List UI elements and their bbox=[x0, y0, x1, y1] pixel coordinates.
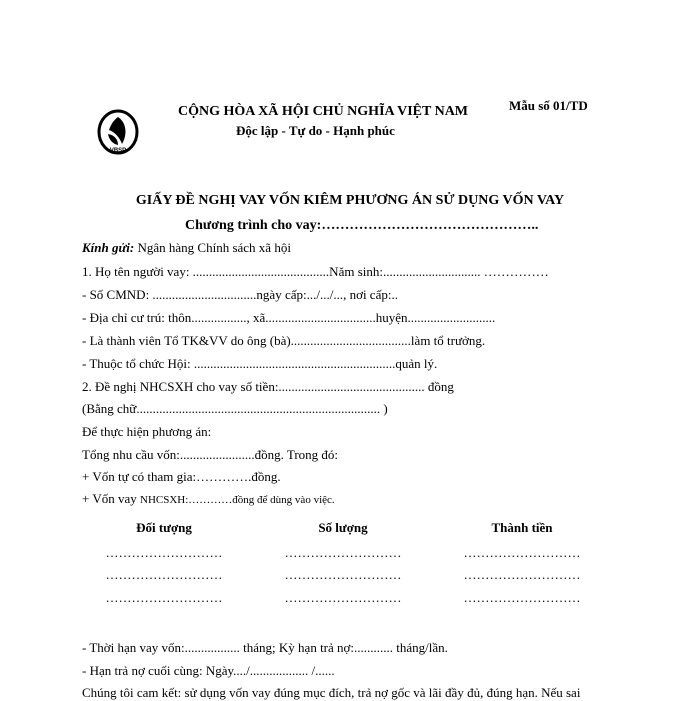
table-cell: ……………………… bbox=[284, 567, 402, 582]
motto: Độc lập - Tự do - Hạnh phúc bbox=[236, 123, 395, 138]
association-line: - Thuộc tổ chức Hội: ..............................................................quản lý. bbox=[82, 356, 438, 371]
residence-line: - Địa chỉ cư trú: thôn................., xã..................................huyện........................... bbox=[82, 310, 496, 325]
loan-capital-prefix: + Vốn vay bbox=[82, 491, 141, 506]
total-capital-line: Tổng nhu cầu vốn:.......................đồng. Trong đó: bbox=[82, 447, 339, 462]
table-cell: ……………………… bbox=[463, 590, 581, 605]
loan-amount-line: 2. Đề nghị NHCSXH cho vay số tiền:............................................. đồng bbox=[82, 379, 454, 394]
table-cell: ……………………… bbox=[105, 545, 223, 560]
final-repayment-line: - Hạn trả nợ cuối cùng: Ngày..../.................. /...... bbox=[82, 663, 335, 678]
addressee-value: Ngân hàng Chính sách xã hội bbox=[134, 240, 291, 255]
group-member-line: - Là thành viên Tổ TK&VV do ông (bà).....................................làm tổ trưởng. bbox=[82, 333, 486, 348]
commitment-line: Chúng tôi cam kết: sử dụng vốn vay đúng mục đích, trả nợ gốc và lãi đầy đủ, đúng hạn. Nếu sai bbox=[82, 685, 581, 700]
addressee-line bbox=[82, 240, 291, 256]
addressee-label: Kính gửi: bbox=[82, 240, 135, 255]
loan-capital-text: NHCSXH:…………đồng để dùng vào việc. bbox=[140, 494, 335, 506]
table-cell: ……………………… bbox=[284, 545, 402, 560]
plan-intro-line: Để thực hiện phương án: bbox=[82, 424, 212, 439]
table-cell: ……………………… bbox=[284, 590, 402, 605]
logo-text: VBSP bbox=[109, 148, 127, 154]
loan-term-line: - Thời hạn vay vốn:................. tháng; Kỳ hạn trả nợ:............ tháng/lần. bbox=[82, 640, 448, 655]
form-number: Mẫu số 01/TD bbox=[509, 98, 588, 113]
program-line: Chương trình cho vay:……………………………………….. bbox=[185, 218, 539, 233]
amount-in-words-line: (Bằng chữ........................................................................... ) bbox=[82, 401, 388, 416]
table-cell: ……………………… bbox=[105, 590, 223, 605]
table-cell: ……………………… bbox=[463, 545, 581, 560]
borrower-name-line: 1. Họ tên người vay: ..........................................Năm sinh:.............................. …………… bbox=[82, 264, 549, 279]
table-header-amount: Thành tiền bbox=[491, 520, 553, 535]
own-capital-line: + Vốn tự có tham gia:………….đồng. bbox=[82, 469, 281, 484]
nation-title: CỘNG HÒA XÃ HỘI CHỦ NGHĨA VIỆT NAM bbox=[178, 104, 469, 119]
id-card-line: - Số CMND: ................................ngày cấp:.../.../..., nơi cấp:.. bbox=[82, 287, 398, 302]
loan-capital-line bbox=[82, 491, 335, 507]
vbsp-logo bbox=[96, 108, 140, 158]
table-header-object: Đối tượng bbox=[136, 520, 192, 535]
table-cell: ……………………… bbox=[105, 567, 223, 582]
table-header-quantity: Số lượng bbox=[318, 520, 368, 535]
document-title: GIẤY ĐỀ NGHỊ VAY VỐN KIÊM PHƯƠNG ÁN SỬ DỤNG VỐN VAY bbox=[135, 193, 565, 208]
table-cell: ……………………… bbox=[463, 567, 581, 582]
